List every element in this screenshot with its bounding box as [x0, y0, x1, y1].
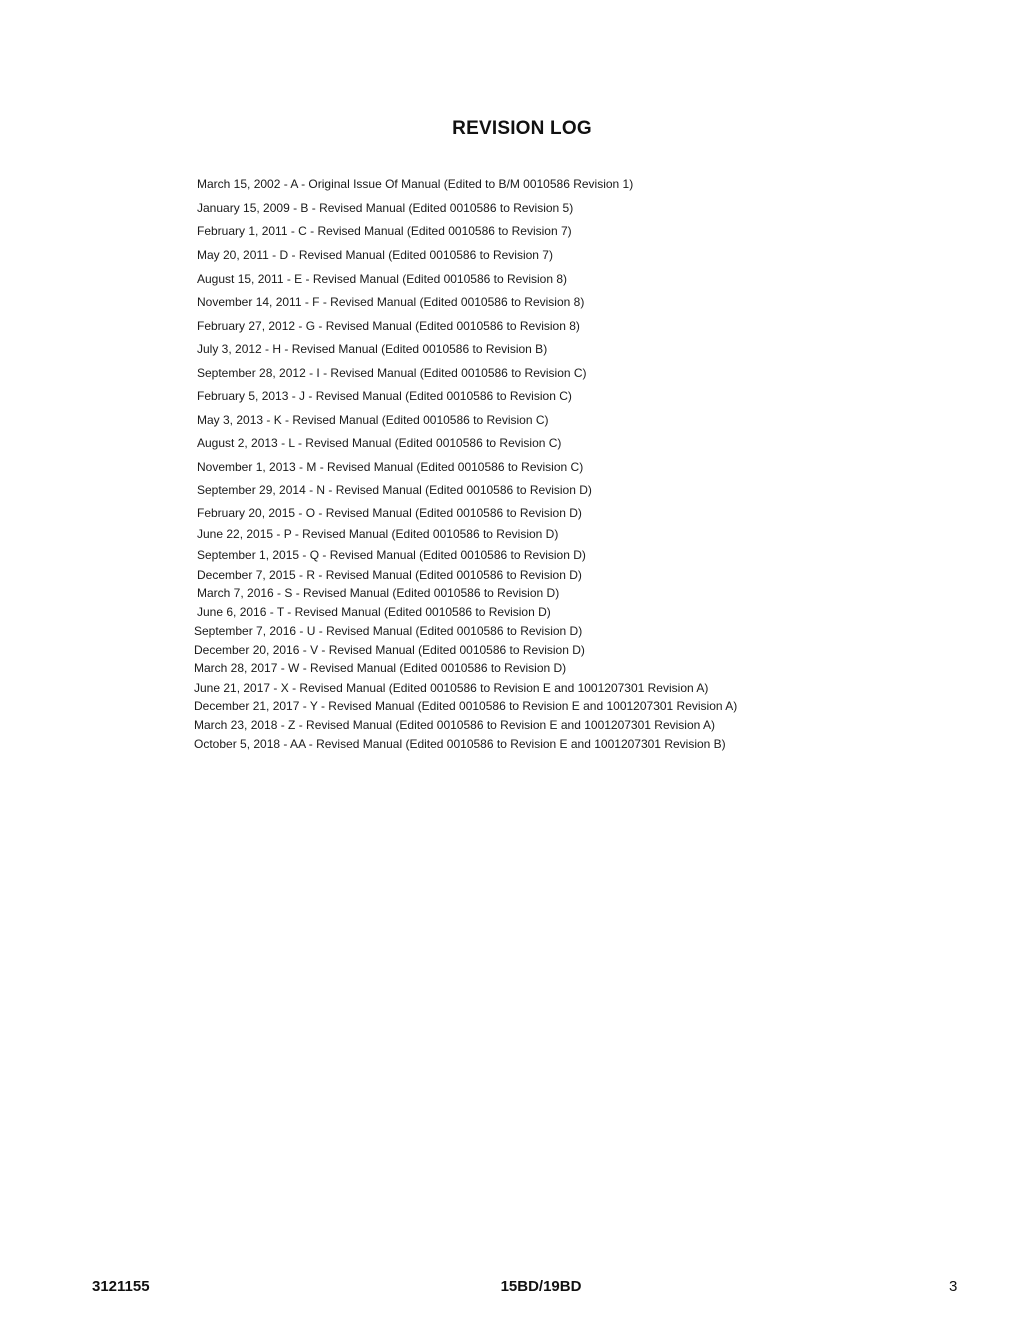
revision-entry: June 6, 2016 - T - Revised Manual (Edited 0010586 to Revision D): [197, 605, 551, 619]
revision-entry: June 21, 2017 - X - Revised Manual (Edited 0010586 to Revision E and 1001207301 Revision A): [194, 681, 709, 695]
revision-entry: November 1, 2013 - M - Revised Manual (Edited 0010586 to Revision C): [197, 460, 584, 474]
revision-entry: May 3, 2013 - K - Revised Manual (Edited 0010586 to Revision C): [197, 413, 549, 427]
revision-entry: November 14, 2011 - F - Revised Manual (Edited 0010586 to Revision 8): [197, 295, 585, 309]
revision-entry: September 7, 2016 - U - Revised Manual (Edited 0010586 to Revision D): [194, 624, 583, 638]
revision-entry: February 20, 2015 - O - Revised Manual (Edited 0010586 to Revision D): [197, 506, 582, 520]
footer-document-number: 3121155: [92, 1278, 150, 1295]
revision-entry: February 27, 2012 - G - Revised Manual (Edited 0010586 to Revision 8): [197, 319, 580, 333]
revision-entry: August 2, 2013 - L - Revised Manual (Edited 0010586 to Revision C): [197, 436, 562, 450]
revision-entry: March 28, 2017 - W - Revised Manual (Edited 0010586 to Revision D): [194, 661, 567, 675]
footer-page-number: 3: [949, 1278, 958, 1295]
revision-entry: February 5, 2013 - J - Revised Manual (Edited 0010586 to Revision C): [197, 389, 572, 403]
revision-entry: February 1, 2011 - C - Revised Manual (Edited 0010586 to Revision 7): [197, 224, 572, 238]
revision-entry: March 7, 2016 - S - Revised Manual (Edited 0010586 to Revision D): [197, 586, 560, 600]
revision-entry: September 28, 2012 - I - Revised Manual (Edited 0010586 to Revision C): [197, 366, 587, 380]
revision-entry: December 20, 2016 - V - Revised Manual (Edited 0010586 to Revision D): [194, 643, 585, 657]
revision-entry: June 22, 2015 - P - Revised Manual (Edited 0010586 to Revision D): [197, 527, 559, 541]
revision-entry: December 7, 2015 - R - Revised Manual (Edited 0010586 to Revision D): [197, 568, 582, 582]
revision-entry: October 5, 2018 - AA - Revised Manual (Edited 0010586 to Revision E and 1001207301 Revision B): [194, 737, 726, 751]
page-title: REVISION LOG: [452, 118, 592, 139]
revision-entry: August 15, 2011 - E - Revised Manual (Edited 0010586 to Revision 8): [197, 272, 567, 286]
footer-model: 15BD/19BD: [500, 1278, 582, 1295]
revision-entry: September 1, 2015 - Q - Revised Manual (Edited 0010586 to Revision D): [197, 548, 586, 562]
revision-entry: May 20, 2011 - D - Revised Manual (Edited 0010586 to Revision 7): [197, 248, 553, 262]
revision-entry: January 15, 2009 - B - Revised Manual (Edited 0010586 to Revision 5): [197, 201, 574, 215]
revision-entry: March 23, 2018 - Z - Revised Manual (Edited 0010586 to Revision E and 1001207301 Revision A): [194, 718, 715, 732]
revision-entry: December 21, 2017 - Y - Revised Manual (Edited 0010586 to Revision E and 1001207301 Revision A): [194, 699, 738, 713]
revision-entry: September 29, 2014 - N - Revised Manual (Edited 0010586 to Revision D): [197, 483, 592, 497]
revision-entry: March 15, 2002 - A - Original Issue Of Manual (Edited to B/M 0010586 Revision 1): [197, 177, 634, 191]
revision-entry: July 3, 2012 - H - Revised Manual (Edited 0010586 to Revision B): [197, 342, 548, 356]
